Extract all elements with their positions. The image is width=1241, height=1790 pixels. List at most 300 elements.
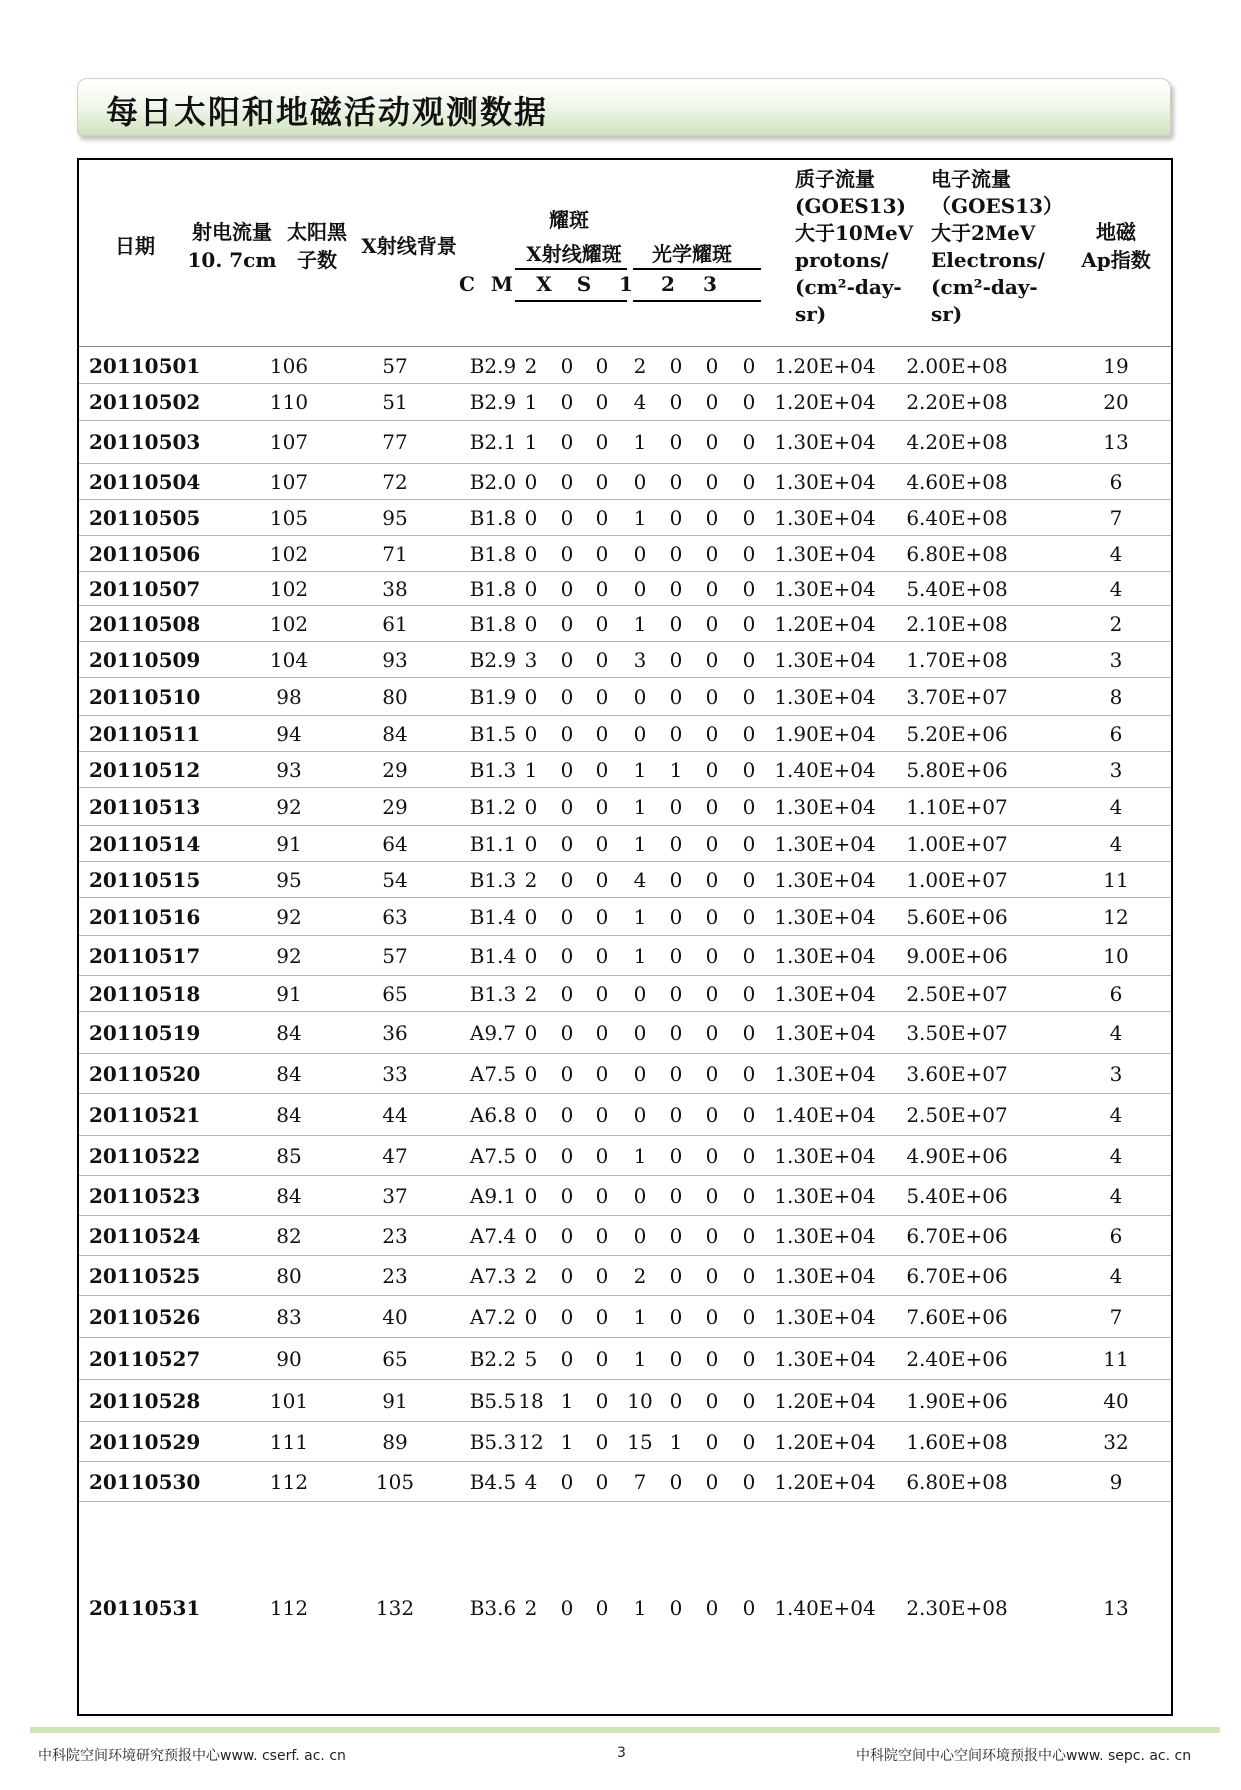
cell-flare-x: 0 <box>595 904 609 929</box>
cell-xray-background: B1.5 <box>469 721 517 746</box>
cell-sunspot-number: 38 <box>382 576 408 601</box>
cell-flare-c: 0 <box>524 1183 538 1208</box>
cell-flare-m: 0 <box>560 1469 574 1494</box>
table-row <box>79 421 1171 464</box>
cell-geomag-ap: 6 <box>1109 721 1123 746</box>
cell-flare-s: 1 <box>633 1596 647 1620</box>
header-proton-line2: (GOES13) <box>795 194 906 218</box>
cell-flare-x: 0 <box>595 1020 609 1045</box>
cell-flare-3: 0 <box>742 1469 756 1494</box>
cell-flare-1: 0 <box>669 1304 683 1329</box>
cell-xray-background: A7.2 <box>469 1304 517 1329</box>
cell-flare-s: 1 <box>633 757 647 782</box>
cell-flare-1: 0 <box>669 353 683 378</box>
cell-sunspot-number: 91 <box>382 1388 408 1413</box>
cell-flare-s: 0 <box>633 1183 647 1208</box>
cell-flare-x: 0 <box>595 721 609 746</box>
cell-flare-3: 0 <box>742 981 756 1006</box>
cell-flare-3: 0 <box>742 1346 756 1371</box>
cell-radio-flux: 93 <box>276 757 302 782</box>
cell-flare-1: 0 <box>669 576 683 601</box>
cell-flare-c: 0 <box>524 831 538 856</box>
cell-flare-x: 0 <box>595 1061 609 1086</box>
cell-flare-s: 1 <box>633 1143 647 1168</box>
cell-date: 20110511 <box>89 721 201 746</box>
cell-electron-flux: 2.10E+08 <box>906 611 1008 636</box>
cell-flare-1: 0 <box>669 943 683 968</box>
cell-flare-m: 0 <box>560 1143 574 1168</box>
cell-flare-x: 0 <box>595 794 609 819</box>
cell-date: 20110523 <box>89 1183 201 1208</box>
cell-geomag-ap: 3 <box>1109 647 1123 672</box>
cell-flare-1: 0 <box>669 1183 683 1208</box>
cell-xray-background: B1.4 <box>469 943 517 968</box>
cell-xray-background: B1.3 <box>469 757 517 782</box>
cell-flare-2: 0 <box>705 1429 719 1454</box>
cell-xray-background: A6.8 <box>469 1102 517 1127</box>
cell-flare-m: 0 <box>560 1223 574 1248</box>
table-row <box>79 348 1171 384</box>
cell-flare-2: 0 <box>705 576 719 601</box>
cell-flare-1: 0 <box>669 1346 683 1371</box>
cell-date: 20110514 <box>89 831 201 856</box>
table-row <box>79 1256 1171 1296</box>
cell-sunspot-number: 29 <box>382 757 408 782</box>
cell-proton-flux: 1.30E+04 <box>774 867 876 892</box>
cell-proton-flux: 1.40E+04 <box>774 1102 876 1127</box>
cell-flare-c: 18 <box>518 1388 544 1413</box>
cell-proton-flux: 1.20E+04 <box>774 1469 876 1494</box>
table-row <box>79 936 1171 976</box>
header-proton-line4: protons/ <box>795 248 889 272</box>
cell-xray-background: B2.9 <box>469 647 517 672</box>
cell-proton-flux: 1.20E+04 <box>774 611 876 636</box>
cell-geomag-ap: 19 <box>1103 353 1129 378</box>
cell-flare-3: 0 <box>742 1388 756 1413</box>
footer-left-text: 中科院空间环境研究预报中心www. cserf. ac. cn <box>38 1748 346 1764</box>
cell-flare-m: 0 <box>560 353 574 378</box>
cell-flare-1: 0 <box>669 794 683 819</box>
table-row <box>79 1338 1171 1380</box>
cell-xray-background: B2.0 <box>469 469 517 494</box>
cell-proton-flux: 1.30E+04 <box>774 684 876 709</box>
cell-sunspot-number: 57 <box>382 353 408 378</box>
cell-electron-flux: 4.90E+06 <box>906 1143 1008 1168</box>
cell-flare-1: 0 <box>669 647 683 672</box>
cell-flare-2: 0 <box>705 867 719 892</box>
cell-radio-flux: 84 <box>276 1061 302 1086</box>
cell-xray-background: A7.5 <box>469 1061 517 1086</box>
cell-flare-s: 1 <box>633 1346 647 1371</box>
cell-radio-flux: 82 <box>276 1223 302 1248</box>
cell-flare-m: 0 <box>560 981 574 1006</box>
page-title: 每日太阳和地磁活动观测数据 <box>106 93 549 131</box>
table-row <box>79 606 1171 642</box>
cell-xray-background: A7.4 <box>469 1223 517 1248</box>
cell-flare-m: 0 <box>560 390 574 414</box>
cell-flare-m: 0 <box>560 541 574 566</box>
cell-flare-s: 1 <box>633 943 647 968</box>
cell-geomag-ap: 11 <box>1103 1346 1129 1371</box>
cell-flare-2: 0 <box>705 757 719 782</box>
cell-flare-3: 0 <box>742 469 756 494</box>
cell-flare-3: 0 <box>742 430 756 454</box>
cell-proton-flux: 1.30E+04 <box>774 1263 876 1288</box>
cell-radio-flux: 110 <box>269 390 309 414</box>
cell-date: 20110524 <box>89 1223 201 1248</box>
footer-page-number: 3 <box>617 1745 626 1761</box>
cell-flare-m: 0 <box>560 505 574 530</box>
cell-flare-c: 2 <box>524 1263 538 1288</box>
cell-flare-x: 0 <box>595 867 609 892</box>
cell-flare-1: 0 <box>669 1061 683 1086</box>
cell-date: 20110513 <box>89 794 201 819</box>
cell-flare-x: 0 <box>595 757 609 782</box>
cell-radio-flux: 92 <box>276 943 302 968</box>
cell-electron-flux: 5.80E+06 <box>906 757 1008 782</box>
cell-flare-3: 0 <box>742 611 756 636</box>
cell-flare-2: 0 <box>705 1223 719 1248</box>
cell-radio-flux: 105 <box>269 505 309 530</box>
cell-radio-flux: 84 <box>276 1102 302 1127</box>
cell-electron-flux: 6.70E+06 <box>906 1223 1008 1248</box>
cell-flare-1: 0 <box>669 867 683 892</box>
table-row <box>79 716 1171 752</box>
cell-flare-s: 0 <box>633 469 647 494</box>
cell-flare-3: 0 <box>742 867 756 892</box>
cell-sunspot-number: 36 <box>382 1020 408 1045</box>
cell-flare-3: 0 <box>742 721 756 746</box>
cell-flare-x: 0 <box>595 541 609 566</box>
cell-electron-flux: 1.60E+08 <box>906 1429 1008 1454</box>
cell-flare-m: 0 <box>560 1263 574 1288</box>
cell-radio-flux: 112 <box>269 1469 309 1494</box>
cell-proton-flux: 1.20E+04 <box>774 353 876 378</box>
cell-electron-flux: 5.40E+06 <box>906 1183 1008 1208</box>
cell-proton-flux: 1.30E+04 <box>774 1143 876 1168</box>
cell-xray-background: A9.7 <box>469 1020 517 1045</box>
cell-radio-flux: 94 <box>276 721 302 746</box>
cell-proton-flux: 1.30E+04 <box>774 647 876 672</box>
cell-date: 20110509 <box>89 647 201 672</box>
cell-flare-c: 1 <box>524 430 538 454</box>
cell-flare-m: 0 <box>560 684 574 709</box>
cell-flare-2: 0 <box>705 831 719 856</box>
cell-geomag-ap: 4 <box>1109 831 1123 856</box>
cell-flare-s: 2 <box>633 1263 647 1288</box>
cell-sunspot-number: 37 <box>382 1183 408 1208</box>
cell-flare-x: 0 <box>595 353 609 378</box>
cell-flare-3: 0 <box>742 1429 756 1454</box>
cell-proton-flux: 1.30E+04 <box>774 794 876 819</box>
cell-flare-2: 0 <box>705 541 719 566</box>
cell-sunspot-number: 47 <box>382 1143 408 1168</box>
header-radio-flux-unit: 10. 7cm <box>187 248 277 272</box>
footer-right-text: 中科院空间中心空间环境预报中心www. sepc. ac. cn <box>856 1748 1192 1764</box>
cell-flare-2: 0 <box>705 1596 719 1620</box>
header-geomag-line1: 地磁 <box>1096 220 1136 244</box>
cell-flare-3: 0 <box>742 541 756 566</box>
cell-flare-x: 0 <box>595 390 609 414</box>
header-proton-line1: 质子流量 <box>795 167 875 191</box>
cell-flare-3: 0 <box>742 1143 756 1168</box>
header-sunspot <box>279 218 355 274</box>
table-row <box>79 1462 1171 1502</box>
table-row <box>79 1094 1171 1136</box>
cell-flare-m: 1 <box>560 1429 574 1454</box>
cell-flare-2: 0 <box>705 611 719 636</box>
header-flare-col-x: X <box>536 272 552 296</box>
cell-sunspot-number: 29 <box>382 794 408 819</box>
header-xray-bg: X射线背景 <box>361 234 457 258</box>
cell-electron-flux: 5.40E+08 <box>906 576 1008 601</box>
cell-flare-m: 0 <box>560 831 574 856</box>
cell-geomag-ap: 10 <box>1103 943 1129 968</box>
cell-electron-flux: 4.20E+08 <box>906 430 1008 454</box>
cell-geomag-ap: 6 <box>1109 469 1123 494</box>
cell-date: 20110525 <box>89 1263 201 1288</box>
cell-flare-3: 0 <box>742 647 756 672</box>
cell-flare-s: 10 <box>627 1388 653 1413</box>
cell-electron-flux: 4.60E+08 <box>906 469 1008 494</box>
cell-radio-flux: 104 <box>269 647 309 672</box>
header-xray-cols-underline <box>515 300 627 302</box>
cell-radio-flux: 106 <box>269 353 309 378</box>
cell-flare-x: 0 <box>595 469 609 494</box>
cell-flare-s: 4 <box>633 390 647 414</box>
cell-geomag-ap: 13 <box>1103 1596 1129 1620</box>
cell-flare-3: 0 <box>742 1183 756 1208</box>
cell-flare-x: 0 <box>595 1429 609 1454</box>
cell-flare-c: 0 <box>524 505 538 530</box>
cell-flare-3: 0 <box>742 1263 756 1288</box>
cell-xray-background: B3.6 <box>469 1596 517 1620</box>
cell-radio-flux: 107 <box>269 469 309 494</box>
cell-sunspot-number: 57 <box>382 943 408 968</box>
cell-radio-flux: 85 <box>276 1143 302 1168</box>
cell-xray-background: B1.4 <box>469 904 517 929</box>
cell-flare-c: 0 <box>524 611 538 636</box>
cell-flare-x: 0 <box>595 505 609 530</box>
cell-date: 20110504 <box>89 469 201 494</box>
cell-flare-s: 3 <box>633 647 647 672</box>
cell-flare-2: 0 <box>705 1020 719 1045</box>
cell-flare-s: 0 <box>633 1102 647 1127</box>
cell-sunspot-number: 63 <box>382 904 408 929</box>
cell-flare-1: 0 <box>669 904 683 929</box>
cell-flare-x: 0 <box>595 1183 609 1208</box>
header-flare-col-3: 3 <box>703 272 717 296</box>
cell-sunspot-number: 105 <box>375 1469 415 1494</box>
cell-sunspot-number: 89 <box>382 1429 408 1454</box>
cell-flare-c: 12 <box>518 1429 544 1454</box>
cell-sunspot-number: 77 <box>382 430 408 454</box>
cell-flare-c: 0 <box>524 721 538 746</box>
cell-date: 20110510 <box>89 684 201 709</box>
cell-geomag-ap: 7 <box>1109 1304 1123 1329</box>
cell-geomag-ap: 7 <box>1109 505 1123 530</box>
cell-flare-x: 0 <box>595 647 609 672</box>
cell-date: 20110520 <box>89 1061 201 1086</box>
cell-flare-c: 0 <box>524 1304 538 1329</box>
table-row <box>79 384 1171 421</box>
cell-electron-flux: 2.50E+07 <box>906 1102 1008 1127</box>
cell-flare-c: 0 <box>524 943 538 968</box>
cell-flare-s: 0 <box>633 1020 647 1045</box>
cell-flare-2: 0 <box>705 1183 719 1208</box>
cell-date: 20110531 <box>89 1596 201 1620</box>
cell-proton-flux: 1.90E+04 <box>774 721 876 746</box>
table-row <box>79 976 1171 1012</box>
cell-sunspot-number: 93 <box>382 647 408 672</box>
cell-flare-1: 0 <box>669 981 683 1006</box>
cell-xray-background: B1.8 <box>469 576 517 601</box>
cell-flare-3: 0 <box>742 390 756 414</box>
cell-flare-1: 0 <box>669 1143 683 1168</box>
table-row <box>79 1502 1171 1714</box>
cell-electron-flux: 6.80E+08 <box>906 1469 1008 1494</box>
table-row <box>79 1216 1171 1256</box>
cell-sunspot-number: 72 <box>382 469 408 494</box>
cell-electron-flux: 6.80E+08 <box>906 541 1008 566</box>
cell-flare-2: 0 <box>705 943 719 968</box>
cell-electron-flux: 7.60E+06 <box>906 1304 1008 1329</box>
table-row <box>79 1176 1171 1216</box>
cell-proton-flux: 1.30E+04 <box>774 1061 876 1086</box>
cell-flare-m: 0 <box>560 794 574 819</box>
cell-date: 20110506 <box>89 541 201 566</box>
table-row <box>79 1136 1171 1176</box>
cell-flare-c: 2 <box>524 981 538 1006</box>
cell-geomag-ap: 4 <box>1109 1102 1123 1127</box>
cell-sunspot-number: 64 <box>382 831 408 856</box>
table-row <box>79 826 1171 862</box>
cell-proton-flux: 1.30E+04 <box>774 1020 876 1045</box>
cell-flare-1: 1 <box>669 757 683 782</box>
header-xray-flare: X射线耀斑 <box>526 242 622 266</box>
cell-flare-c: 0 <box>524 904 538 929</box>
cell-date: 20110512 <box>89 757 201 782</box>
cell-flare-1: 0 <box>669 1469 683 1494</box>
header-optical-cols-underline <box>633 300 761 302</box>
cell-geomag-ap: 4 <box>1109 541 1123 566</box>
cell-flare-s: 1 <box>633 611 647 636</box>
cell-flare-m: 0 <box>560 430 574 454</box>
cell-radio-flux: 91 <box>276 831 302 856</box>
cell-electron-flux: 1.90E+06 <box>906 1388 1008 1413</box>
cell-proton-flux: 1.30E+04 <box>774 1183 876 1208</box>
cell-flare-x: 0 <box>595 1223 609 1248</box>
cell-flare-x: 0 <box>595 981 609 1006</box>
cell-radio-flux: 101 <box>269 1388 309 1413</box>
cell-flare-c: 0 <box>524 1102 538 1127</box>
cell-flare-x: 0 <box>595 831 609 856</box>
cell-electron-flux: 2.40E+06 <box>906 1346 1008 1371</box>
header-geomag-line2: Ap指数 <box>1081 248 1151 272</box>
cell-sunspot-number: 54 <box>382 867 408 892</box>
cell-flare-x: 0 <box>595 1304 609 1329</box>
cell-flare-1: 0 <box>669 430 683 454</box>
cell-flare-s: 1 <box>633 1304 647 1329</box>
cell-proton-flux: 1.20E+04 <box>774 1388 876 1413</box>
cell-flare-3: 0 <box>742 1223 756 1248</box>
cell-xray-background: B1.3 <box>469 867 517 892</box>
cell-geomag-ap: 9 <box>1109 1469 1123 1494</box>
cell-sunspot-number: 40 <box>382 1304 408 1329</box>
cell-flare-2: 0 <box>705 1263 719 1288</box>
cell-flare-s: 0 <box>633 541 647 566</box>
cell-flare-s: 0 <box>633 981 647 1006</box>
cell-xray-background: B2.9 <box>469 390 517 414</box>
cell-flare-3: 0 <box>742 1102 756 1127</box>
cell-flare-2: 0 <box>705 684 719 709</box>
cell-flare-1: 0 <box>669 541 683 566</box>
cell-flare-c: 0 <box>524 576 538 601</box>
cell-electron-flux: 1.70E+08 <box>906 647 1008 672</box>
header-geomag <box>1069 218 1163 274</box>
cell-flare-m: 0 <box>560 904 574 929</box>
cell-sunspot-number: 61 <box>382 611 408 636</box>
cell-flare-3: 0 <box>742 1061 756 1086</box>
cell-date: 20110516 <box>89 904 201 929</box>
cell-flare-2: 0 <box>705 981 719 1006</box>
cell-xray-background: A7.5 <box>469 1143 517 1168</box>
cell-flare-s: 1 <box>633 430 647 454</box>
cell-flare-c: 1 <box>524 390 538 414</box>
cell-flare-m: 0 <box>560 611 574 636</box>
cell-geomag-ap: 6 <box>1109 1223 1123 1248</box>
cell-flare-3: 0 <box>742 831 756 856</box>
cell-proton-flux: 1.40E+04 <box>774 1596 876 1620</box>
cell-sunspot-number: 65 <box>382 981 408 1006</box>
cell-flare-2: 0 <box>705 1061 719 1086</box>
header-electron <box>931 166 1064 328</box>
cell-flare-m: 0 <box>560 1102 574 1127</box>
cell-radio-flux: 112 <box>269 1596 309 1620</box>
cell-geomag-ap: 4 <box>1109 1183 1123 1208</box>
cell-flare-3: 0 <box>742 576 756 601</box>
header-radio-flux <box>177 218 287 274</box>
cell-flare-m: 0 <box>560 943 574 968</box>
header-date: 日期 <box>115 234 155 258</box>
cell-flare-c: 0 <box>524 1020 538 1045</box>
cell-flare-m: 0 <box>560 1061 574 1086</box>
cell-flare-m: 0 <box>560 576 574 601</box>
cell-flare-2: 0 <box>705 904 719 929</box>
cell-flare-2: 0 <box>705 469 719 494</box>
header-proton-line3: 大于10MeV <box>795 221 914 245</box>
header-flare-col-2: 2 <box>661 272 675 296</box>
cell-radio-flux: 102 <box>269 541 309 566</box>
cell-xray-background: A7.3 <box>469 1263 517 1288</box>
cell-flare-m: 0 <box>560 1596 574 1620</box>
cell-electron-flux: 2.00E+08 <box>906 353 1008 378</box>
header-sunspot-line1: 太阳黑 <box>287 220 347 244</box>
cell-geomag-ap: 4 <box>1109 1143 1123 1168</box>
header-optical-flare: 光学耀斑 <box>652 242 732 266</box>
cell-flare-x: 0 <box>595 1263 609 1288</box>
cell-flare-s: 2 <box>633 353 647 378</box>
table-row <box>79 500 1171 536</box>
cell-geomag-ap: 6 <box>1109 981 1123 1006</box>
cell-electron-flux: 5.20E+06 <box>906 721 1008 746</box>
cell-radio-flux: 102 <box>269 576 309 601</box>
cell-proton-flux: 1.30E+04 <box>774 1304 876 1329</box>
cell-radio-flux: 80 <box>276 1263 302 1288</box>
cell-geomag-ap: 3 <box>1109 757 1123 782</box>
cell-radio-flux: 98 <box>276 684 302 709</box>
header-electron-line2: （GOES13） <box>931 194 1064 218</box>
